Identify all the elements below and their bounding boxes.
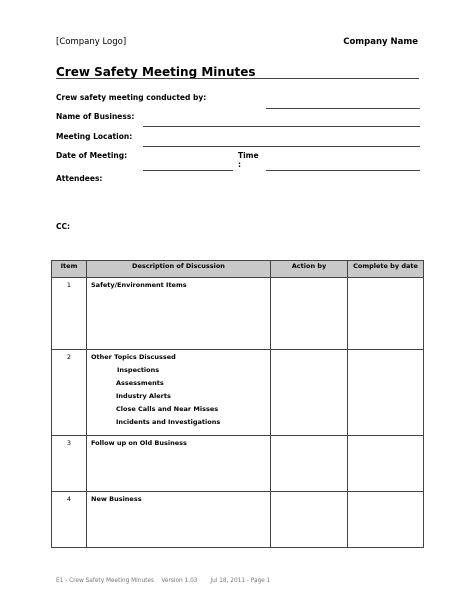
description-column-header: Description of Discussion (87, 261, 271, 278)
sub-topic-list (91, 364, 266, 429)
time-colon: : (238, 160, 241, 169)
table-row (52, 278, 424, 350)
description-cell[interactable] (87, 350, 271, 436)
section-title: Safety/Environment Items (91, 281, 187, 289)
item-number: 1 (52, 278, 87, 350)
complete-cell[interactable] (348, 492, 424, 548)
attendees-label: Attendees: (56, 174, 103, 183)
complete-cell[interactable] (348, 278, 424, 350)
title-divider (56, 78, 419, 79)
sub-topic-item: Close Calls and Near Misses (116, 405, 219, 413)
table-header-row (52, 261, 424, 278)
complete-cell[interactable] (348, 436, 424, 492)
document-title: Crew Safety Meeting Minutes (56, 65, 256, 79)
footer-doc-name: E1 - Crew Safety Meeting Minutes (56, 578, 155, 584)
item-column-header: Item (52, 261, 87, 278)
action-cell[interactable] (271, 278, 348, 350)
action-column-header: Action by (271, 261, 348, 278)
sub-topic-item: Inspections (117, 366, 160, 374)
section-title: New Business (91, 495, 142, 503)
minutes-table (51, 260, 424, 548)
complete-column-header: Complete by date (348, 261, 424, 278)
item-number: 3 (52, 436, 87, 492)
conducted-by-label: Crew safety meeting conducted by: (56, 93, 207, 102)
sub-topic-item: Industry Alerts (116, 392, 171, 400)
sub-topic-item: Assessments (116, 379, 164, 387)
section-title: Other Topics Discussed (91, 353, 176, 361)
footer-version: Version 1.03 (161, 578, 198, 584)
meeting-date-field[interactable] (143, 170, 233, 171)
action-cell[interactable] (271, 350, 348, 436)
page-footer (56, 578, 270, 584)
meeting-location-label: Meeting Location: (56, 132, 133, 141)
meeting-date-label: Date of Meeting: (56, 151, 128, 160)
footer-date-page: Jul 18, 2011 - Page 1 (210, 578, 271, 584)
description-cell[interactable] (87, 278, 271, 350)
meeting-location-field[interactable] (143, 146, 420, 147)
business-name-field[interactable] (143, 126, 420, 127)
item-number: 2 (52, 350, 87, 436)
item-number: 4 (52, 492, 87, 548)
description-cell[interactable] (87, 436, 271, 492)
action-cell[interactable] (271, 492, 348, 548)
cc-label: CC: (56, 222, 71, 231)
sub-topic-item: Incidents and Investigations (116, 418, 221, 426)
company-logo-placeholder: [Company Logo] (56, 37, 127, 47)
meeting-time-field[interactable] (266, 170, 420, 171)
conducted-by-field[interactable] (266, 108, 420, 109)
section-title: Follow up on Old Business (91, 439, 187, 447)
table-row (52, 492, 424, 548)
table-row (52, 350, 424, 436)
table-row (52, 436, 424, 492)
time-label: Time (238, 151, 259, 160)
business-name-label: Name of Business: (56, 112, 135, 121)
action-cell[interactable] (271, 436, 348, 492)
complete-cell[interactable] (348, 350, 424, 436)
company-name: Company Name (343, 37, 418, 47)
description-cell[interactable] (87, 492, 271, 548)
